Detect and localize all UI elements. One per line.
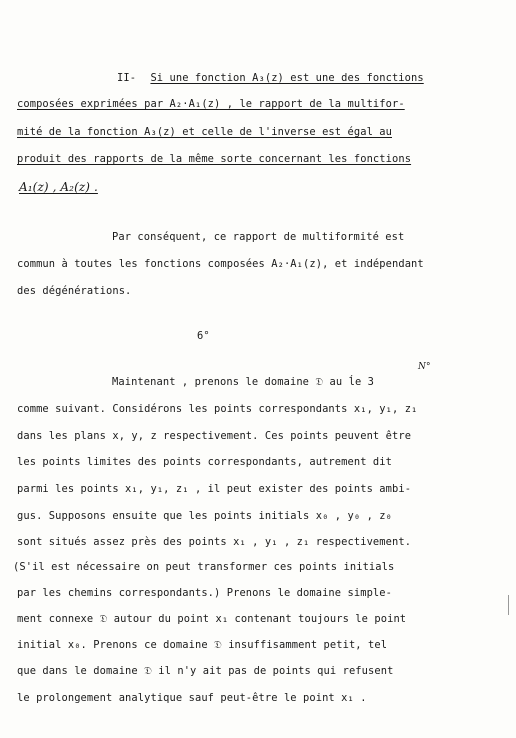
para2-line-10: ment connexe 𝔇 autour du point x₁ contenant toujours le point bbox=[17, 613, 407, 625]
theorem-line-4: produit des rapports de la même sorte concernant les fonctions bbox=[17, 153, 412, 165]
theorem-line-3: mité de la fonction A₃(z) et celle de l'inverse est égal au bbox=[17, 126, 392, 138]
para2-line-9: par les chemins correspondants.) Prenons le domaine simple- bbox=[17, 587, 392, 599]
theorem-text-1: Si une fonction A₃(z) est une des fonctions bbox=[150, 72, 424, 84]
para2-line-7: sont situés assez près des points x₁ , y₁ , z₁ respectivement. bbox=[17, 536, 412, 548]
theorem-line-2: composées exprimées par A₂·A₁(z) , le rapport de la multifor- bbox=[17, 98, 405, 110]
para2-line-4: les points limites des points correspondants, autrement dit bbox=[17, 456, 392, 468]
theorem-line-5: A₁(z) , A₂(z) . bbox=[19, 180, 98, 194]
para2-line-6: gus. Supposons ensuite que les points initials x₀ , y₀ , z₀ bbox=[17, 510, 392, 522]
para2-line-11: initial x₀. Prenons ce domaine 𝔇 insuffisamment petit, tel bbox=[17, 639, 388, 651]
margin-mark bbox=[508, 595, 509, 615]
para1-line-2: commun à toutes les fonctions composées A₂·A₁(z), et indépendant bbox=[17, 258, 424, 270]
para1-line-1: Par conséquent, ce rapport de multiformité est bbox=[112, 231, 405, 243]
para2-line-8: (S'il est nécessaire on peut transformer ces points initials bbox=[13, 561, 395, 573]
para2-line-12: que dans le domaine 𝔇 il n'y ait pas de points qui refusent bbox=[17, 665, 394, 677]
theorem-line-1 bbox=[117, 72, 424, 84]
para2-line-13: le prolongement analytique sauf peut-être le point x₁ . bbox=[17, 692, 367, 704]
para2-line-5: parmi les points x₁, y₁, z₁ , il peut exister des points ambi- bbox=[17, 483, 412, 495]
para2-line-3: dans les plans x, y, z respectivement. Ces points peuvent être bbox=[17, 430, 412, 442]
theorem-number: II- bbox=[117, 72, 137, 84]
para2-line-1: Maintenant , prenons le domaine 𝔇 au ĺe 3 bbox=[112, 376, 375, 388]
handwritten-note: N° bbox=[418, 362, 431, 372]
para1-line-3: des dégénérations. bbox=[17, 285, 132, 297]
section-number: 6° bbox=[197, 330, 210, 342]
para2-line-2: comme suivant. Considérons les points correspondants x₁, y₁, z₁ bbox=[17, 403, 418, 415]
